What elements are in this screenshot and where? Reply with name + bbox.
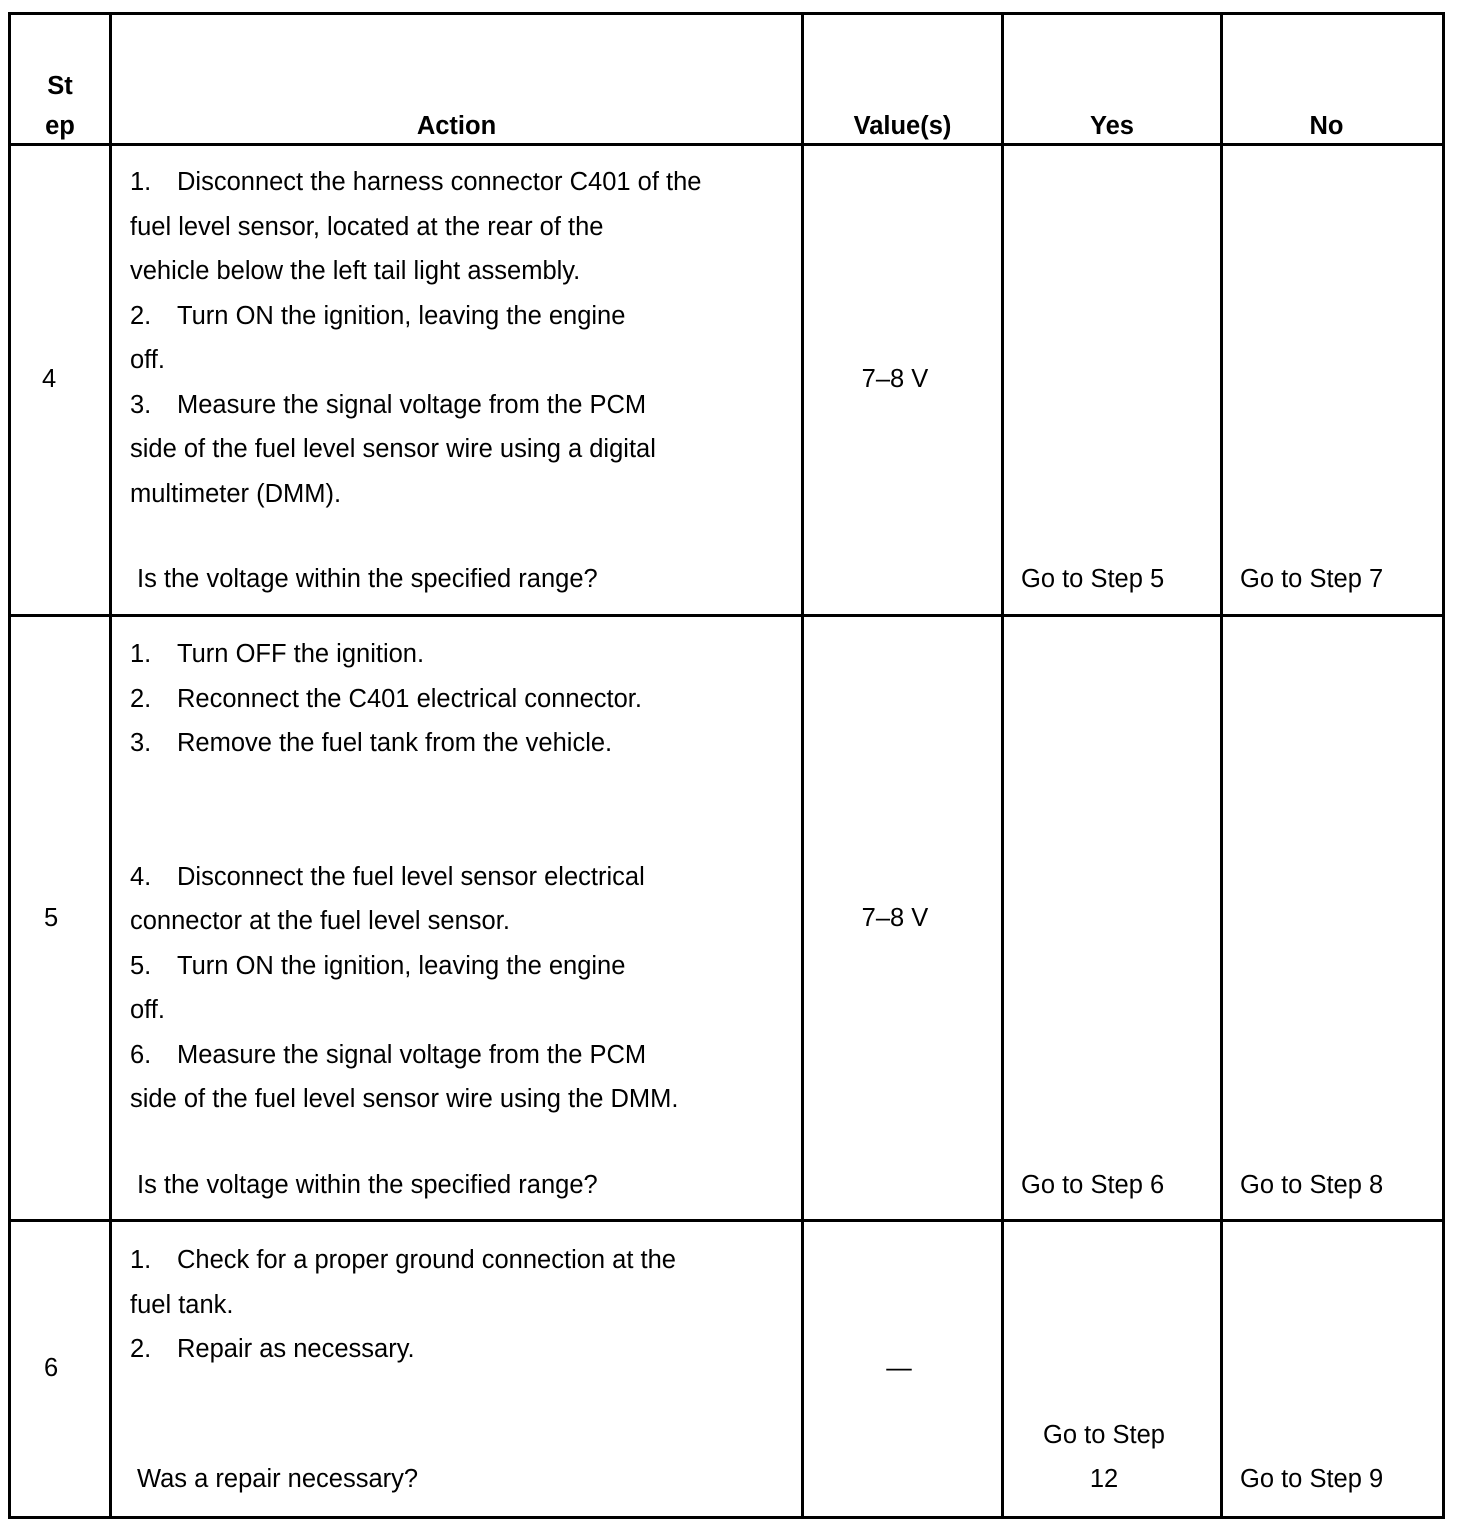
no-cell: Go to Step 8 [1240, 1171, 1384, 1199]
action-text: Disconnect the fuel level sensor electrical [177, 863, 645, 891]
header-divider [8, 143, 1445, 146]
list-number: 2. [130, 1335, 152, 1363]
action-line [130, 632, 424, 677]
column-divider [1001, 12, 1004, 1519]
yes-cell: Go to Step 5 [1021, 565, 1165, 593]
value-cell: 7–8 V [861, 904, 929, 932]
action-line [130, 1327, 415, 1372]
action-line [130, 1283, 233, 1328]
list-number: 3. [130, 391, 152, 419]
action-text: side of the fuel level sensor wire using a digital [130, 435, 656, 463]
action-line [130, 677, 642, 722]
list-number: 4. [130, 863, 152, 891]
action-text: Reconnect the C401 electrical connector. [177, 685, 642, 713]
action-text: fuel level sensor, located at the rear of the [130, 213, 604, 241]
list-number: 5. [130, 952, 152, 980]
header-values: Value(s) [853, 112, 952, 140]
step-number: 6 [44, 1354, 59, 1382]
step-number: 4 [42, 365, 57, 393]
action-line [130, 944, 625, 989]
row-divider [8, 1219, 1445, 1222]
action-line [130, 1077, 679, 1122]
action-line [130, 1033, 646, 1078]
action-text: Turn OFF the ignition. [177, 640, 425, 668]
list-number: 2. [130, 302, 152, 330]
action-line [130, 383, 646, 428]
action-text: Measure the signal voltage from the PCM [177, 391, 647, 419]
action-line [130, 472, 341, 517]
action-text: off. [130, 996, 165, 1024]
yes-cell-line1: Go to Step [1043, 1421, 1165, 1449]
action-question: Is the voltage within the specified range? [137, 565, 598, 593]
header-step-line2: ep [45, 112, 75, 140]
action-line [130, 899, 510, 944]
yes-cell-line2: 12 [1089, 1465, 1119, 1493]
column-divider [1220, 12, 1223, 1519]
action-line [130, 721, 612, 766]
action-text: vehicle below the left tail light assembly. [130, 257, 581, 285]
action-line [130, 294, 625, 339]
list-number: 1. [130, 640, 152, 668]
action-text: fuel tank. [130, 1291, 234, 1319]
header-step-line1: St [47, 72, 73, 100]
action-question: Is the voltage within the specified range? [137, 1171, 598, 1199]
action-line [130, 1238, 676, 1283]
column-divider [801, 12, 804, 1519]
action-text: Check for a proper ground connection at the [177, 1246, 676, 1274]
action-text: connector at the fuel level sensor. [130, 907, 510, 935]
action-text: Turn ON the ignition, leaving the engine [177, 302, 626, 330]
action-line [130, 855, 645, 900]
action-text: Turn ON the ignition, leaving the engine [177, 952, 626, 980]
action-question: Was a repair necessary? [137, 1465, 419, 1493]
action-line [130, 338, 165, 383]
header-yes: Yes [1090, 112, 1134, 140]
no-cell: Go to Step 7 [1240, 565, 1384, 593]
action-text: Remove the fuel tank from the vehicle. [177, 729, 613, 757]
action-text: off. [130, 346, 165, 374]
action-line [130, 988, 165, 1033]
action-text: multimeter (DMM). [130, 480, 342, 508]
action-line [130, 249, 580, 294]
action-line [130, 205, 603, 250]
action-text: Disconnect the harness connector C401 of the [177, 168, 702, 196]
list-number: 1. [130, 1246, 152, 1274]
no-cell: Go to Step 9 [1240, 1465, 1384, 1493]
value-cell: 7–8 V [861, 365, 929, 393]
action-line [130, 160, 701, 205]
list-number: 1. [130, 168, 152, 196]
step-number: 5 [44, 904, 59, 932]
list-number: 2. [130, 685, 152, 713]
list-number: 6. [130, 1041, 152, 1069]
action-text: Repair as necessary. [177, 1335, 415, 1363]
yes-cell: Go to Step 6 [1021, 1171, 1165, 1199]
column-divider [109, 12, 112, 1519]
list-number: 3. [130, 729, 152, 757]
action-line [130, 427, 656, 472]
row-divider [8, 614, 1445, 617]
value-cell: — [886, 1354, 912, 1382]
header-action: Action [416, 112, 497, 140]
action-text: side of the fuel level sensor wire using the DMM. [130, 1085, 679, 1113]
header-no: No [1309, 112, 1344, 140]
action-text: Measure the signal voltage from the PCM [177, 1041, 647, 1069]
